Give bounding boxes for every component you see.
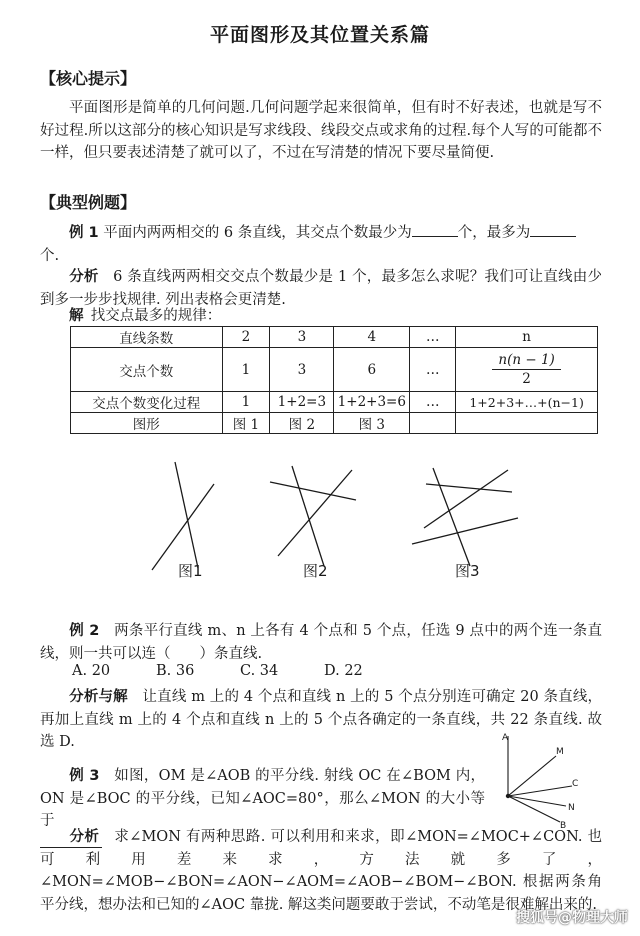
table-cell: … — [410, 348, 456, 392]
page-title: 平面图形及其位置关系篇 — [209, 24, 430, 46]
example-2-analysis-text: 让直线 m 上的 4 个点和直线 n 上的 5 个点分别连可确定 20 条直线，再加上直线 m 上的 4 个点和直线 n 上的 5 个点各确定的一条直线，共 22 条直线. 故选 D. — [40, 689, 602, 750]
fraction-numerator: n(n − 1) — [492, 352, 560, 370]
table-row — [71, 392, 598, 413]
fraction-formula — [492, 352, 560, 387]
table-cell: 图 1 — [222, 413, 270, 434]
table-cell: 1+2=3 — [270, 392, 334, 413]
solution-text: 找交点最多的规律： — [90, 308, 222, 324]
figure-1-caption: 图1 — [178, 562, 203, 580]
figure-3-line — [433, 468, 470, 566]
table-cell: 图形 — [71, 413, 223, 434]
ray-on — [508, 796, 566, 806]
table-cell: 6 — [334, 348, 410, 392]
table-cell: 1+2+3=6 — [334, 392, 410, 413]
example-2-question — [40, 620, 602, 665]
figure-3-line — [412, 518, 518, 544]
example-1-text-b: 个，最多为 — [457, 225, 531, 241]
table-cell: 3 — [270, 348, 334, 392]
table-cell: 4 — [334, 327, 410, 348]
figure-2-caption: 图2 — [303, 562, 328, 580]
example-3-analysis-text: 求∠MON 有两种思路. 可以利用和来求，即∠MON=∠MOC+∠CON. 也可利用差来求，方法就多了，∠MON=∠MOB−∠BON=∠AON−∠AOM=∠AOB−∠BOM−∠BON. 根据两条角平分线，想办法和已知的∠AOC 靠拢. 解这类问题要敢于尝试，不动笔是很难解出来的. — [40, 829, 603, 913]
table-cell: 图 3 — [334, 413, 410, 434]
table-cell: 直线条数 — [71, 327, 223, 348]
table-cell: 2 — [222, 327, 270, 348]
option-c[interactable]: C. 34 — [240, 663, 279, 679]
answer-blank-min[interactable] — [412, 222, 458, 237]
table-cell — [410, 413, 456, 434]
answer-blank-max[interactable] — [530, 222, 576, 237]
figure-2-line — [292, 466, 324, 566]
example-2-label: 例 2 — [69, 623, 100, 639]
ray-ob — [508, 796, 560, 822]
table-cell: 交点个数变化过程 — [71, 392, 223, 413]
example-2-text: 两条平行直线 m、n 上各有 4 个点和 5 个点，任选 9 点中的两个连一条直线，则一共可以连（ ）条直线. — [40, 623, 602, 662]
example-1-label: 例 1 — [69, 225, 99, 241]
table-cell — [456, 413, 598, 434]
vertex-o — [506, 794, 510, 798]
analysis-and-solution-label: 分析与解 — [69, 689, 128, 705]
analysis-label: 分析 — [69, 269, 99, 285]
table-cell: 1 — [222, 348, 270, 392]
example-1-text-a: 平面内两两相交的 6 条直线，其交点个数最少为 — [103, 225, 412, 241]
table-cell: 交点个数 — [71, 348, 223, 392]
example-2-options — [72, 663, 408, 679]
table-cell: … — [410, 327, 456, 348]
figure-3-caption: 图3 — [455, 562, 480, 580]
example-1-text-c: 个. — [40, 247, 60, 264]
option-a[interactable]: A. 20 — [72, 663, 111, 679]
table-cell: … — [410, 392, 456, 413]
fraction-denominator: 2 — [522, 371, 531, 387]
table-cell: 1+2+3+…+(n−1) — [456, 392, 598, 413]
label-n: N — [568, 803, 575, 813]
label-m: M — [556, 747, 564, 757]
table-row — [71, 327, 598, 348]
figure-3-line — [426, 484, 512, 492]
angle-diagram — [494, 728, 610, 830]
table-row — [71, 348, 598, 392]
core-text: 平面图形是简单的几何问题.几何问题学起来很简单，但有时不好表述，也就是写不好过程.所以这部分的核心知识是写求线段、线段交点或求角的过程.每个人写的可能都不一样，但只要表述清楚了就可以了，不过在写清楚的情况下要尽量简便. — [40, 100, 602, 161]
table-cell: 1 — [222, 392, 270, 413]
core-heading: 【核心提示】 — [40, 69, 137, 88]
example-1-solution — [40, 305, 602, 328]
figure-1-line — [175, 462, 198, 568]
example-3-label: 例 3 — [69, 768, 100, 784]
table-cell-fraction — [456, 348, 598, 392]
solution-label: 解 — [69, 308, 84, 324]
table-cell: n — [456, 327, 598, 348]
examples-heading: 【典型例题】 — [40, 193, 137, 212]
example-3-text: 如图，OM 是∠AOB 的平分线. 射线 OC 在∠BOM 内，ON 是∠BOC 的平分线，已知∠AOC=80°，那么∠MON 的大小等于 — [40, 768, 485, 829]
label-b: B — [560, 821, 567, 830]
example-1-question — [40, 222, 602, 267]
option-d[interactable]: D. 22 — [324, 663, 363, 679]
watermark: 搜狐号@物理大师 — [516, 910, 628, 926]
intersection-table — [70, 326, 598, 434]
example-3-analysis-label: 分析 — [69, 829, 100, 845]
figure-2-line — [278, 470, 352, 556]
figure-2-line — [270, 482, 356, 500]
table-cell: 图 2 — [270, 413, 334, 434]
option-b[interactable]: B. 36 — [156, 663, 195, 679]
example-3-analysis — [40, 826, 602, 916]
analysis-text: 6 条直线两两相交交点个数最少是 1 个，最多怎么求呢？我们可让直线由少到多一步步找规律. 列出表格会更清楚. — [40, 269, 603, 308]
table-cell: 3 — [270, 327, 334, 348]
label-a: A — [502, 733, 509, 743]
label-c: C — [572, 779, 579, 789]
table-row — [71, 413, 598, 434]
